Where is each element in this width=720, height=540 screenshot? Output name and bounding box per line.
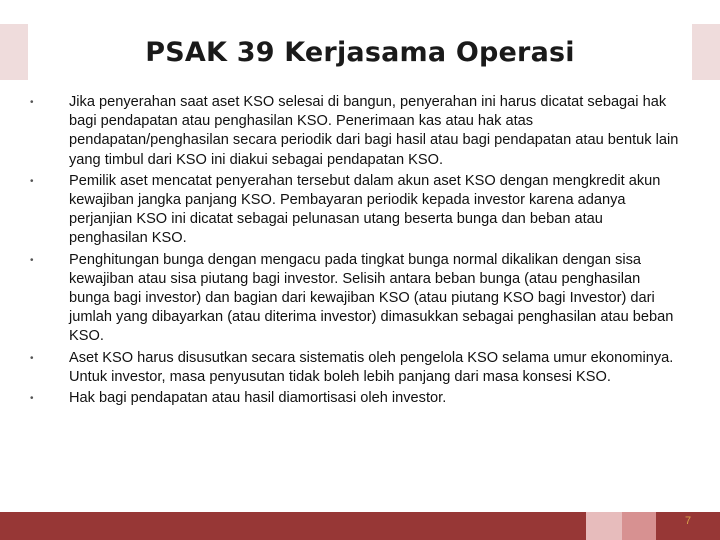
bullet-item [30, 251, 680, 347]
title-box [28, 24, 692, 80]
footer-segment-light [586, 512, 622, 540]
footer-segment-dark [0, 512, 586, 540]
bullet-icon: • [30, 352, 34, 364]
bullet-item [30, 172, 680, 249]
bullet-text: Aset KSO harus disusutkan secara sistematis oleh pengelola KSO selama umur ekonominya. Untuk investor, masa penyusutan tidak boleh lebih panjang dari masa konsesi KSO. [69, 349, 674, 385]
bullet-icon: • [30, 97, 34, 108]
bullet-list [30, 93, 680, 410]
bullet-text: Hak bagi pendapatan atau hasil diamortisasi oleh investor. [69, 390, 447, 407]
bullet-icon: • [30, 254, 34, 266]
footer-bar [0, 512, 720, 540]
slide-title: PSAK 39 Kerjasama Operasi [145, 36, 575, 68]
bullet-item [30, 349, 680, 387]
bullet-item [30, 389, 680, 408]
bullet-item [30, 93, 680, 170]
bullet-text: Jika penyerahan saat aset KSO selesai di bangun, penyerahan ini harus dicatat sebagai hak bagi pendapatan atau penghasilan KSO. Penerimaan kas atau hak atas pendapatan/penghasilan secara periodik dari bagi hasil atau bagi pendapatan atau bentuk lain yang timbul dari KSO ini diakui sebagai pendapatan KSO. [69, 94, 679, 168]
bullet-icon: • [30, 393, 34, 405]
bullet-text: Pemilik aset mencatat penyerahan tersebut dalam akun aset KSO dengan mengkredit akun kewajiban jangka panjang KSO. Pembayaran periodik kepada investor karena adanya perjanjian KSO ini dicatat sebagai pelunasan utang beserta bunga dan beban atau penghasilan KSO. [69, 172, 661, 247]
footer-segment-mid [622, 512, 656, 540]
footer-segment-end [656, 512, 720, 540]
bullet-icon: • [30, 175, 34, 187]
bullet-text: Penghitungan bunga dengan mengacu pada tingkat bunga normal dikalikan dengan sisa kewajiban atau sisa piutang bagi investor. Selisih antara beban bunga (atau penghasilan bunga bagi investor) dan bagian dari kewajiban KSO (atau piutang KSO bagi Investor) dari jumlah yang dibayarkan (atau diterima investor) dimasukkan sebagai penghasilan atau beban KSO. [69, 251, 674, 345]
page-number: 7 [684, 515, 692, 527]
